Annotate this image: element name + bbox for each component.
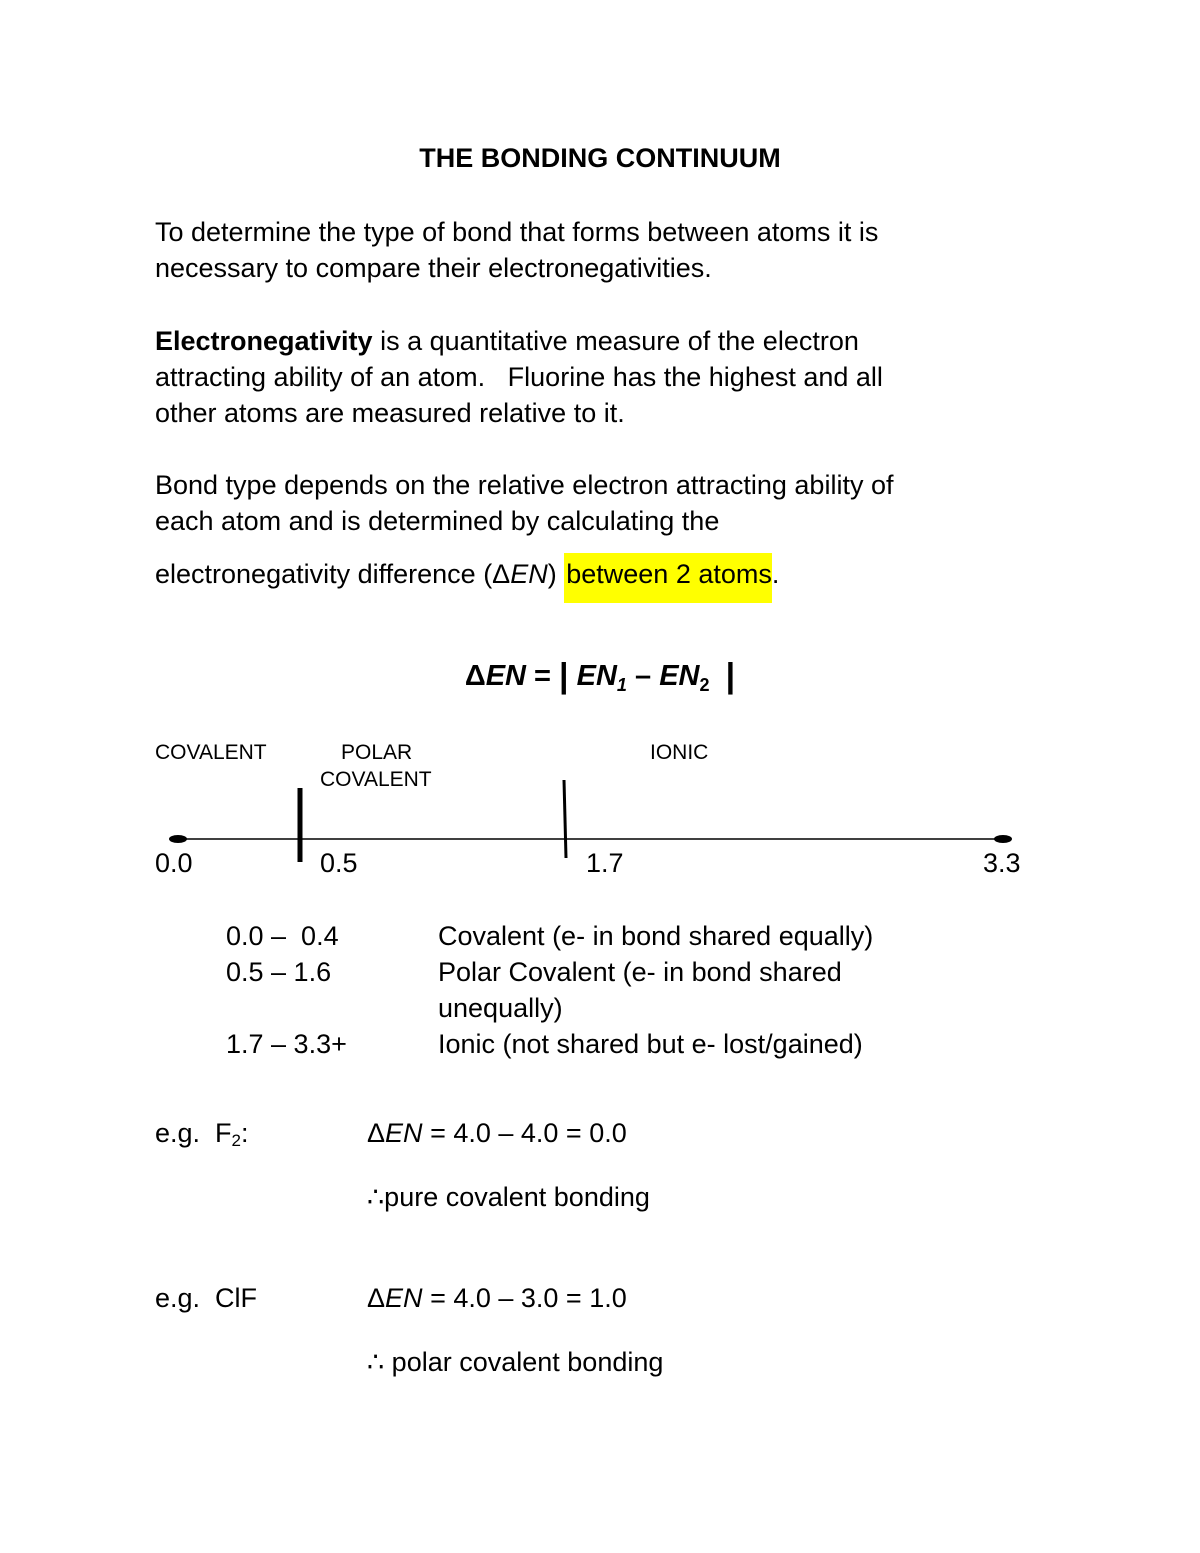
formula-equals: = [525,660,560,692]
example-1-label [155,1115,249,1159]
bond-type-paragraph [155,467,893,539]
example-1-calc-text: = 4.0 – 4.0 = 0.0 [422,1118,627,1148]
label-polar-covalent: COVALENT [320,768,432,791]
tick-3-3: 3.3 [983,848,1021,878]
bond-type-line-1: Bond type depends on the relative electron attracting ability of [155,470,894,500]
example-2-conclusion: ∴ polar covalent bonding [367,1347,664,1377]
example-2-delta: Δ [367,1283,386,1313]
bond-type-line-3-mid: ) [547,559,565,589]
example-1-calc [367,1115,627,1151]
abs-bar-left: | [559,657,569,695]
label-ionic: IONIC [650,741,709,764]
bond-type-line-2: each atom and is determined by calculating the [155,506,720,536]
range-2: 1.7 – 3.3+ [226,1029,347,1059]
highlighted-text: between 2 atoms [564,553,772,603]
example-1-colon: : [241,1118,249,1148]
example-1-subscript: 2 [231,1131,241,1150]
definition-line-2: attracting ability of an atom. Fluorine has the highest and all [155,362,883,392]
example-1-label-text: e.g. F [155,1118,232,1148]
range-1-desc: Polar Covalent (e- in bond shared [438,957,842,987]
bond-type-line-3-end: . [771,559,780,589]
formula-en: EN [485,660,526,692]
divider-1-7 [564,780,566,858]
definition-line-1-rest: is a quantitative measure of the electron [372,326,859,356]
intro-line-2: necessary to compare their electronegativities. [155,253,712,283]
formula-en1: EN [576,660,617,692]
delta-en-formula [0,655,1200,696]
tick-0-5: 0.5 [320,848,358,878]
range-0: 0.0 – 0.4 [226,921,339,951]
range-1-desc-2: unequally) [438,993,563,1023]
axis-end-point [994,835,1012,843]
example-2-label: e.g. ClF [155,1283,258,1313]
range-1: 0.5 – 1.6 [226,957,332,987]
page-title: THE BONDING CONTINUUM [419,143,781,173]
tick-0-0: 0.0 [155,848,193,878]
range-0-desc: Covalent (e- in bond shared equally) [438,921,874,951]
definition-term: Electronegativity [155,326,373,356]
label-covalent: COVALENT [155,741,267,764]
intro-paragraph [155,214,878,286]
bond-type-line-3-pre: electronegativity difference (Δ [155,559,511,589]
label-polar: POLAR [341,741,413,764]
axis-start-point [169,835,187,843]
example-1-delta: Δ [367,1118,386,1148]
range-2-desc: Ionic (not shared but e- lost/gained) [438,1029,863,1059]
definition-line-3: other atoms are measured relative to it. [155,398,625,428]
formula-en2: EN [659,660,700,692]
example-2-en: EN [385,1283,423,1313]
delta-symbol: Δ [464,660,486,692]
example-1-conclusion: ∴pure covalent bonding [367,1182,650,1212]
example-2-calc-text: = 4.0 – 3.0 = 1.0 [422,1283,627,1313]
definition-line-1 [155,323,883,359]
formula-minus: – [626,660,660,692]
abs-bar-right: | [725,657,736,695]
formula-sub1: 1 [616,675,627,695]
tick-1-7: 1.7 [586,848,624,878]
bond-type-line-3 [155,556,779,592]
formula-sub2: 2 [699,675,710,695]
en-symbol: EN [510,559,548,589]
intro-line-1: To determine the type of bond that forms between atoms it is [155,217,879,247]
example-2-calc [367,1280,627,1316]
example-1-en: EN [385,1118,423,1148]
definition-paragraph [155,323,883,431]
